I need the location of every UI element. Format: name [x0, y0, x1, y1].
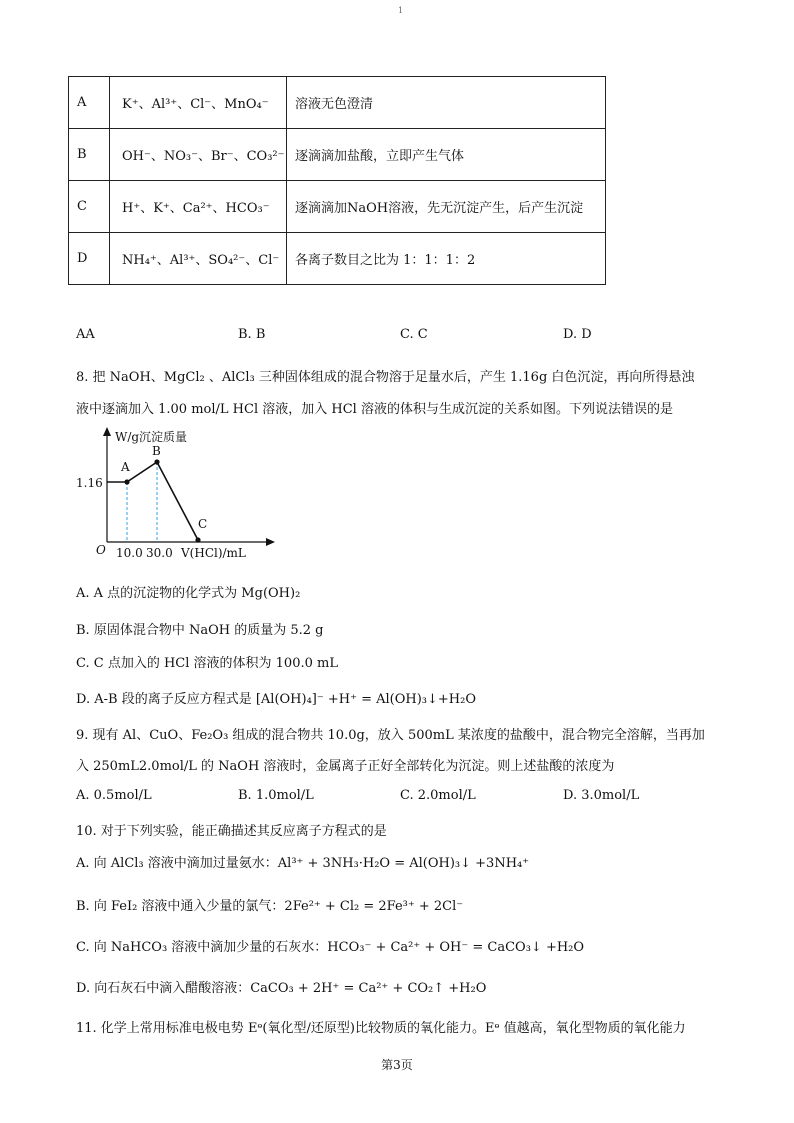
q7-choice-d: D. D — [563, 327, 592, 342]
row-label: D — [69, 233, 110, 285]
x-axis-arrow — [266, 538, 275, 546]
y-axis-arrow — [103, 427, 111, 436]
q8-option-a: A. A 点的沉淀物的化学式为 Mg(OH)₂ — [76, 586, 301, 601]
point-a — [124, 479, 129, 484]
y-axis-label: W/g沉淀质量 — [115, 430, 188, 444]
x-tick-label-1: 10.0 — [116, 546, 143, 560]
q7-choice-a: AA — [76, 327, 95, 342]
q9-stem-line-1: 9. 现有 Al、CuO、Fe₂O₃ 组成的混合物共 10.0g，放入 500mL 某浓度的盐酸中，混合物完全溶解，当再加 — [76, 728, 705, 743]
point-c-label: C — [198, 517, 208, 531]
ion-options-table — [68, 76, 606, 285]
point-a-label: A — [121, 460, 130, 474]
q9-choice-b: B. 1.0mol/L — [238, 788, 314, 803]
q9-choice-c: C. 2.0mol/L — [400, 788, 476, 803]
table-row — [69, 181, 606, 233]
x-tick-label-2: 30.0 — [146, 546, 173, 560]
q9-choice-a: A. 0.5mol/L — [76, 788, 152, 803]
q8-stem-line-2: 液中逐滴加入 1.00 mol/L HCl 溶液，加入 HCl 溶液的体积与生成沉淀的关系如图。下列说法错误的是 — [76, 402, 673, 417]
x-axis-label: V(HCl)/mL — [181, 546, 246, 560]
q7-choice-c: C. C — [400, 327, 428, 342]
row-label: A — [69, 77, 110, 129]
q10-stem: 10. 对于下列实验，能正确描述其反应离子方程式的是 — [76, 824, 387, 839]
table-row — [69, 129, 606, 181]
q10-option-a: A. 向 AlCl₃ 溶液中滴加过量氨水：Al³⁺ + 3NH₃·H₂O = Al(OH)₃↓ +3NH₄⁺ — [76, 856, 530, 871]
row-condition: 逐滴滴加NaOH溶液，先无沉淀产生，后产生沉淀 — [287, 181, 606, 233]
table-row — [69, 233, 606, 285]
point-b-label: B — [152, 444, 161, 458]
q10-option-b: B. 向 FeI₂ 溶液中通入少量的氯气：2Fe²⁺ + Cl₂ = 2Fe³⁺ + 2Cl⁻ — [76, 899, 464, 914]
q10-option-c: C. 向 NaHCO₃ 溶液中滴加少量的石灰水：HCO₃⁻ + Ca²⁺ + OH⁻ = CaCO₃↓ +H₂O — [76, 940, 585, 955]
page-top-mark: 1 — [398, 6, 404, 15]
q11-stem: 11. 化学上常用标准电极电势 Eᶱ(氧化型/还原型)比较物质的氧化能力。Eᶱ 值越高，氧化型物质的氧化能力 — [76, 1021, 686, 1036]
q8-stem-line-1: 8. 把 NaOH、MgCl₂ 、AlCl₃ 三种固体组成的混合物溶于足量水后，产生 1.16g 白色沉淀，再向所得悬浊 — [76, 370, 695, 385]
q9-choice-d: D. 3.0mol/L — [563, 788, 640, 803]
q8-option-d: D. A-B 段的离子反应方程式是 [Al(OH)₄]⁻ +H⁺ = Al(OH)₃↓+H₂O — [76, 692, 476, 707]
y-tick-label: 1.16 — [76, 476, 103, 490]
q7-choice-b: B. B — [238, 327, 266, 342]
q8-option-b: B. 原固体混合物中 NaOH 的质量为 5.2 g — [76, 623, 324, 638]
row-ions: K⁺、Al³⁺、Cl⁻、MnO₄⁻ — [110, 77, 287, 129]
row-ions: OH⁻、NO₃⁻、Br⁻、CO₃²⁻ — [110, 129, 287, 181]
origin-label: O — [96, 543, 106, 557]
row-condition: 逐滴滴加盐酸，立即产生气体 — [287, 129, 606, 181]
table-row — [69, 77, 606, 129]
point-b — [154, 459, 159, 464]
row-ions: NH₄⁺、Al³⁺、SO₄²⁻、Cl⁻ — [110, 233, 287, 285]
row-label: C — [69, 181, 110, 233]
page-number: 第3页 — [381, 1058, 413, 1072]
row-ions: H⁺、K⁺、Ca²⁺、HCO₃⁻ — [110, 181, 287, 233]
row-label: B — [69, 129, 110, 181]
row-condition: 溶液无色澄清 — [287, 77, 606, 129]
point-c — [195, 537, 200, 542]
q8-precipitate-graph — [70, 424, 290, 564]
q8-option-c: C. C 点加入的 HCl 溶液的体积为 100.0 mL — [76, 656, 338, 671]
q9-stem-line-2: 入 250mL2.0mol/L 的 NaOH 溶液时，金属离子正好全部转化为沉淀。则上述盐酸的浓度为 — [76, 759, 615, 774]
row-condition: 各离子数目之比为 1：1：1：2 — [287, 233, 606, 285]
q10-option-d: D. 向石灰石中滴入醋酸溶液：CaCO₃ + 2H⁺ = Ca²⁺ + CO₂↑ +H₂O — [76, 981, 487, 996]
